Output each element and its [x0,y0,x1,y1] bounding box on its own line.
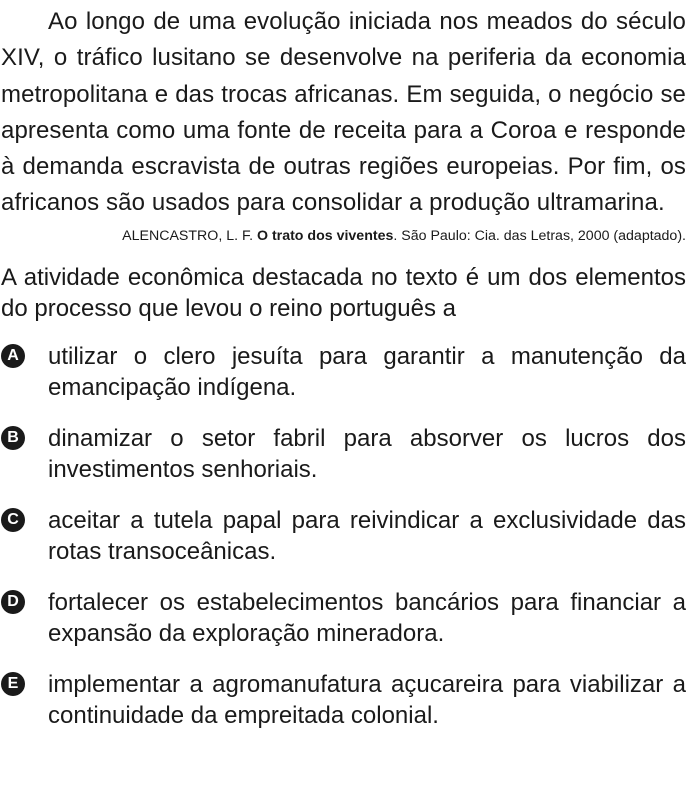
option-c-letter-icon: C [1,508,25,532]
option-c[interactable] [1,505,686,567]
option-b-letter-icon: B [1,426,25,450]
citation-author: ALENCASTRO, L. F. [122,227,257,244]
option-b-text: dinamizar o setor fabril para absorver os lucros dos investimentos senhoriais. [48,424,686,483]
answer-options [1,341,686,731]
option-e-text: implementar a agromanufatura açucareira para viabilizar a continuidade da empreitada colonial. [48,670,686,729]
option-e[interactable] [1,669,686,731]
option-d-letter-icon: D [1,590,25,614]
citation [1,227,686,245]
option-a-letter-icon: A [1,344,25,368]
option-d-text: fortalecer os estabelecimentos bancários para financiar a expansão da exploração mineradora. [48,588,686,647]
option-c-text: aceitar a tutela papal para reivindicar a exclusividade das rotas transoceânicas. [48,506,686,565]
option-b[interactable] [1,423,686,485]
option-a-text: utilizar o clero jesuíta para garantir a manutenção da emancipação indígena. [48,342,686,401]
question-stem: A atividade econômica destacada no texto é um dos elementos do processo que levou o reino português a [1,263,686,322]
citation-title: O trato dos viventes [256,227,394,244]
passage-text: Ao longo de uma evolução iniciada nos meados do século XIV, o tráfico lusitano se desenvolve na periferia da economia metropolitana e das trocas africanas. Em seguida, o negócio se apresenta como uma fonte de receita para a Coroa e responde à demanda escravista de outras regiões europeias. Por fim, os africanos são usados para consolidar a produção ultramarina. [1,8,686,217]
option-a[interactable] [1,341,686,403]
option-d[interactable] [1,587,686,649]
option-e-letter-icon: E [1,672,25,696]
citation-publisher: . São Paulo: Cia. das Letras, 2000 (adaptado). [393,227,686,244]
question-page [0,4,696,797]
